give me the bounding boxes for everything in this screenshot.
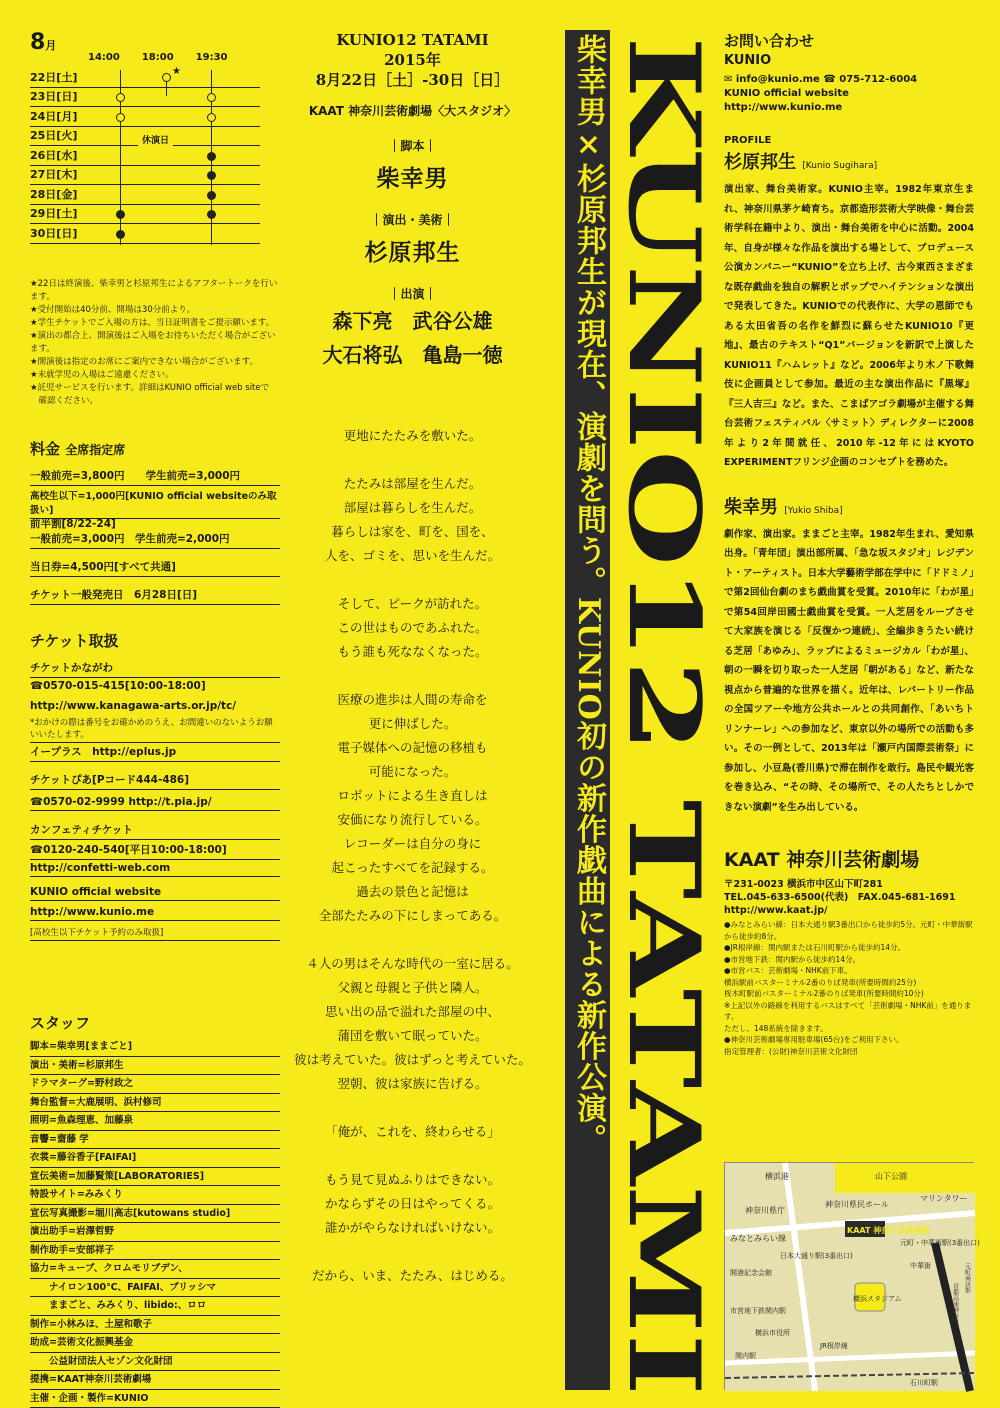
cast-list [285, 304, 540, 372]
kaat-link[interactable]: http://www.kaat.jp/ [724, 904, 974, 917]
ticket-url[interactable]: http://www.kanagawa-arts.or.jp/tc/ [30, 700, 280, 712]
access-info [724, 919, 974, 1057]
staff-line: ドラマターグ=野村政之 [30, 1075, 280, 1094]
schedule-month [30, 30, 56, 55]
event-venue: KAAT 神奈川芸術劇場〈大スタジオ〉 [285, 102, 540, 119]
price-line: 一般前売=3,000円 学生前売=2,000円 [30, 531, 280, 549]
access-line: ただし、148系統を除きます。 [724, 1023, 974, 1035]
note-line: ★開演後は指定のお席にご案内できない場合がございます。 [30, 356, 280, 369]
ticket-phone: ☎0570-015-415[10:00-18:00] [30, 680, 280, 692]
poem-line: かならずその日はやってくる。 [285, 1192, 540, 1216]
poem-line: 起こったすべてを記録する。 [285, 856, 540, 880]
schedule-notes [30, 278, 280, 408]
ticket-note: [高校生以下チケット予約のみ取扱] [30, 926, 280, 941]
price-subtitle: 全席指定席 [65, 443, 125, 457]
poem-line: もう見て見ぬふりはできない。 [285, 1168, 540, 1192]
poem-line: もう誰も死ななくなった。 [285, 640, 540, 664]
profile-name: 柴幸男 [724, 497, 778, 518]
access-line: ※上記以外の路線を利用するバスはすべて「芸術劇場・NHK前」を通ります。 [724, 1000, 974, 1023]
map-label: 首都高速神奈川線 [952, 1282, 959, 1332]
map-label: 横浜港 [765, 1171, 789, 1181]
map-graphic [725, 1163, 975, 1391]
poem-line: そして、ピークが訪れた。 [285, 592, 540, 616]
profile-bio: 演出家、舞台美術家。KUNIO主宰。1982年東京生まれ、神奈川県茅ケ崎育ち。京都造形芸術大学映像・舞台芸術学科在籍中より、演出・舞台美術を中心に活動。2004年、自身が様々な作品を演出する場として、プロデュース公演カンパニー“KUNIO”を立ち上げ、古今東西さまざまな既存戯曲を独自の解釈とポップでハイテンションな演出で発表してきた。KUNIOでの代表作に、大学の恩師でもある太田省吾の名作を鮮烈に蘇らせたKUNIO10『更地』、最古のテキスト“Q1”バージョンを新訳で上演したKUNIO11『ハムレット』など。2006年より木ノ下歌舞伎に企画員として参加。最近の主な演出作品に『黒塚』『三人吉三』など。また、こまばアゴラ劇場が主催する舞台芸術フェスティバル〈サミット〉ディレクターに2008年より2年間就任、2010年-12年にはKYOTO EXPERIMENTフリンジ企画のコンセプトを務めた。 [724, 180, 974, 473]
poem-line: 翌朝、彼は家族に告げる。 [285, 1072, 540, 1096]
performance-dot [207, 191, 216, 200]
schedule-times [88, 52, 228, 63]
access-line: 横浜駅前バスターミナル2番のりば発車(所要時間約25分) [724, 977, 974, 989]
map-label: 神奈川県庁 [745, 1205, 785, 1215]
profile-romaji: [Kunio Sugihara] [802, 161, 877, 171]
price-title [30, 438, 125, 459]
performance-dot [116, 210, 125, 219]
contact-title: お問い合わせ [724, 30, 974, 51]
ticket-vendor: チケットかながわ [30, 660, 280, 678]
poem-line: たたみは部屋を生んだ。 [285, 472, 540, 496]
tickets-title: チケット取扱 [30, 630, 119, 651]
map-label: マリンタワー [920, 1194, 968, 1203]
poem-line: 思い出の品で溢れた部屋の中、 [285, 1000, 540, 1024]
poem-stanza [285, 1120, 540, 1144]
poem-stanza [285, 688, 540, 928]
poem-line: 可能になった。 [285, 760, 540, 784]
staff-line: 舞台監督=大鹿展明、浜村修司 [30, 1094, 280, 1113]
schedule-table [30, 68, 260, 244]
access-line: ●JR根岸線：関内駅または石川町駅から徒歩約14分。 [724, 942, 974, 954]
profile-bio: 劇作家、演出家。ままごと主宰。1982年生まれ、愛知県出身。「青年団」演出部所属、「急な坂スタジオ」レジデント・アーティスト。日本大学藝術学部在学中に「ドドミノ」で第2回仙台劇のまち戯曲賞を受賞。2010年に「わが星」で第54回岸田國士戯曲賞を受賞。一人芝居をループさせて大家族を演じる「反復かつ連続」、全編歩きうたい続ける芝居「あゆみ」、ラップによるミュージカル「わが星」、朝の一瞬を切り取った一人芝居「朝がある」など、新たな視点から普遍的な世界を描く。近年は、レパートリー作品の全国ツアーや地方公共ホールとの共同創作、「あいちトリンナーレ」への参加など、東京以外の場所での活動も多い。その一例として、2013年は「瀬戸内国際芸術祭」に参加し、小豆島(香川県)で滞在制作を敢行。島民や観光客を巻き込み、“その時、その場所で、その人たちとしかできない演劇”を生み出している。 [724, 525, 974, 818]
big-title-graphic [612, 28, 712, 1398]
price-line: 当日券=4,500円[すべて共通] [30, 559, 280, 577]
poem-line: 電子媒体への記憶の移植も [285, 736, 540, 760]
performance-dot [207, 113, 216, 122]
ticket-note: *おかけの際は番号をお確かめのうえ、お間違いのないようお願いいたします。 [30, 716, 280, 743]
map-label: 元町・中華街駅(3番出口) [900, 1238, 980, 1247]
performance-dot [116, 93, 125, 102]
poem-stanza [285, 472, 540, 568]
schedule-date: 27日[木] [30, 166, 77, 182]
price-line: チケット一般発売日 6月28日[日] [30, 587, 280, 605]
schedule-date: 28日[金] [30, 186, 77, 202]
poem-stanza [285, 1264, 540, 1288]
access-line: 桜木町駅前バスターミナル2番のりば発車(所要時間約10分) [724, 988, 974, 1000]
performance-dot [162, 73, 171, 82]
poem-stanza [285, 952, 540, 1096]
price-line: 一般前売=3,800円 学生前売=3,000円 [30, 468, 280, 486]
website-label: KUNIO official website [724, 88, 974, 99]
profile-name: 杉原邦生 [724, 152, 796, 173]
ticket-vendor: チケットぴあ[Pコード444-486] [30, 772, 280, 790]
schedule-date: 26日[水] [30, 147, 77, 163]
map-label: 神奈川県民ホール [825, 1199, 889, 1209]
poem-line: 安価になり流行している。 [285, 808, 540, 832]
ticket-url[interactable]: http://www.kunio.me [30, 906, 280, 921]
performance-dot [207, 152, 216, 161]
staff-line: 助成=芸術文化振興基金 [30, 1334, 280, 1353]
ticket-vendor: KUNIO official website [30, 886, 280, 901]
note-line: ★未就学児の入場はご遠慮ください。 [30, 369, 280, 382]
staff-line: 演出助手=岩澤哲野 [30, 1223, 280, 1242]
staff-line: 演出・美術=杉原邦生 [30, 1057, 280, 1076]
contact-line: ✉ info@kunio.me ☎ 075-712-6004 [724, 74, 974, 85]
poem-line: 蒲団を敷いて眠っていた。 [285, 1024, 540, 1048]
poem-stanza [285, 1168, 540, 1240]
schedule-date: 22日[土] [30, 69, 77, 85]
poem-stanza [285, 592, 540, 664]
kaat-title: KAAT 神奈川芸術劇場 [724, 845, 974, 872]
website-link[interactable]: http://www.kunio.me [724, 102, 974, 113]
access-map [724, 1162, 974, 1390]
poem-line: 彼は考えていた。彼はずっと考えていた。 [285, 1048, 540, 1072]
profile-label: PROFILE [724, 135, 974, 146]
schedule-row [30, 88, 260, 108]
staff-line: 脚本=柴幸男[ままごと] [30, 1038, 280, 1057]
performance-dot [207, 93, 216, 102]
ticket-vendor: イープラス http://eplus.jp [30, 744, 280, 762]
performance-dot [116, 113, 125, 122]
poem-line: 「俺が、これを、終わらせる」 [285, 1120, 540, 1144]
poem-line: 過去の景色と記憶は [285, 880, 540, 904]
poem-line: レコーダーは自分の身に [285, 832, 540, 856]
price-line: 前半割[8/22-24] [30, 516, 280, 531]
access-line: ●神奈川芸術劇場専用駐車場(65台)をご利用下さい。 [724, 1034, 974, 1046]
direction-name: 杉原邦生 [285, 234, 540, 267]
map-label: 元町商店街 [964, 1263, 971, 1294]
closed-day-label: 休演日 [138, 133, 173, 146]
note-line: ★学生チケットでご入場の方は、当日証明書をご提示願います。 [30, 317, 280, 330]
schedule-row [30, 166, 260, 186]
poem-line: 暮らしは家を、町を、国を、 [285, 520, 540, 544]
access-line: ●市営地下鉄：関内駅から徒歩約14分。 [724, 954, 974, 966]
poem-line: だから、いま、たたみ、はじめる。 [285, 1264, 540, 1288]
performance-dot [207, 210, 216, 219]
left-column [30, 30, 290, 1380]
time-1800: 18:00 [142, 52, 174, 63]
poem-line: ロボットによる生き直しは [285, 784, 540, 808]
schedule-row [30, 68, 260, 88]
event-dates: 8月22日［土］-30日［日］ [285, 70, 540, 90]
cast-label: ｜出演｜ [285, 285, 540, 302]
access-line: ●みなとみらい線：日本大通り駅3番出口から徒歩約5分。元町・中華街駅から徒歩約8分。 [724, 919, 974, 942]
cast-line: 大石将弘 亀島一徳 [285, 338, 540, 372]
map-label: 横浜市役所 [755, 1328, 790, 1337]
cast-line: 森下亮 武谷公雄 [285, 304, 540, 338]
note-line: ★演出の都合上、開演後はご入場をお待ちいただく場合がございます。 [30, 330, 280, 356]
access-line: ●市営バス：芸術劇場・NHK前下車。 [724, 965, 974, 977]
price-title-text: 料金 [30, 440, 60, 458]
staff-line: 主催・企画・製作=KUNIO [30, 1390, 280, 1408]
ticket-vendor: カンフェティチケット [30, 822, 280, 840]
schedule-row [30, 205, 260, 225]
schedule-date: 23日[日] [30, 88, 77, 104]
poem-line: 人を、ゴミを、思いを生んだ。 [285, 544, 540, 568]
script-name: 柴幸男 [285, 160, 540, 193]
poem-line: 部屋は暮らしを生んだ。 [285, 496, 540, 520]
staff-list [30, 1038, 280, 1408]
note-line: ★受付開始は40分前、開場は30分前より。 [30, 304, 280, 317]
staff-line: 宣伝美術=加藤賢策[LABORATORIES] [30, 1168, 280, 1187]
schedule-row [30, 146, 260, 166]
poem [285, 424, 540, 1288]
tagline-text: 柴幸男×杉原邦生が現在、演劇を問う。KUNIO初の新作戯曲による新作公演。 [566, 34, 610, 1155]
note-line: ★22日は終演後、柴幸男と杉原邦生によるアフタートークを行います。 [30, 278, 280, 304]
staff-title: スタッフ [30, 1012, 90, 1033]
ticket-phone: ☎0120-240-540[平日10:00-18:00] [30, 842, 280, 860]
staff-line: 制作助手=安部祥子 [30, 1242, 280, 1261]
map-label: 石川町駅 [910, 1378, 938, 1387]
poem-line: 更に伸ばした。 [285, 712, 540, 736]
big-title-text: KUNIO12 TATAMI [606, 36, 721, 1396]
event-year: 2015年 [285, 50, 540, 70]
ticket-phone: ☎0570-02-9999 http://t.pia.jp/ [30, 796, 280, 811]
map-label: JR根岸線 [819, 1341, 848, 1350]
map-label: 日本大通り駅(3番出口) [780, 1251, 853, 1260]
event-title: KUNIO12 TATAMI [285, 30, 540, 50]
staff-line: ナイロン100℃、FAIFAI、ブリッシマ [30, 1279, 280, 1298]
staff-line: 照明=魚森理恵、加藤泉 [30, 1112, 280, 1131]
poem-line: 医療の進歩は人間の寿命を [285, 688, 540, 712]
map-label: みなとみらい線 [730, 1233, 786, 1243]
map-label: 横浜スタジアム [853, 1294, 902, 1303]
performance-dot [116, 230, 125, 239]
staff-line: 提携=KAAT神奈川芸術劇場 [30, 1371, 280, 1390]
script-label: ｜脚本｜ [285, 137, 540, 154]
poem-stanza [285, 424, 540, 448]
staff-line: ままごと、みみくり、libido:、ロロ [30, 1297, 280, 1316]
poem-line: この世はものであふれた。 [285, 616, 540, 640]
map-label: KAAT 神奈川芸術劇場 [847, 1225, 929, 1235]
map-label: 山下公園 [875, 1171, 907, 1181]
poem-line: 誰かがやらなければいけない。 [285, 1216, 540, 1240]
middle-column [285, 30, 540, 1312]
month-unit: 月 [45, 39, 56, 52]
schedule-date: 24日[月] [30, 108, 77, 124]
staff-line: 公益財団法人セゾン文化財団 [30, 1353, 280, 1372]
map-label: 中華街 [910, 1261, 931, 1270]
schedule-row [30, 185, 260, 205]
right-column [724, 30, 974, 1057]
direction-label: ｜演出・美術｜ [285, 211, 540, 228]
note-line: 確認ください。 [30, 395, 280, 408]
staff-line: 制作=小林みほ、土屋和歌子 [30, 1316, 280, 1335]
contact-org: KUNIO [724, 53, 974, 68]
poem-line: 全部たたみの下にしまってある。 [285, 904, 540, 928]
star-icon: ★ [172, 66, 181, 77]
schedule-date: 30日[日] [30, 225, 77, 241]
schedule-date: 25日[火] [30, 127, 77, 143]
staff-line: 衣裳=藤谷香子[FAIFAI] [30, 1149, 280, 1168]
price-line: 高校生以下=1,000円[KUNIO official websiteのみ取扱い] [30, 488, 280, 519]
map-label: 関内駅 [735, 1351, 756, 1360]
note-line: ★託児サービスを行います。詳細はKUNIO official web siteで [30, 382, 280, 395]
access-line: 指定管理者：(公財)神奈川芸術文化財団 [724, 1046, 974, 1058]
poem-line: 更地にたたみを敷いた。 [285, 424, 540, 448]
address-line: 〒231-0023 横浜市中区山下町281 [724, 878, 974, 891]
profile-romaji: [Yukio Shiba] [784, 506, 842, 516]
staff-line: 協力=キューブ、クロムモリブデン、 [30, 1260, 280, 1279]
performance-dot [207, 171, 216, 180]
poem-line: 父親と母親と子供と隣人。 [285, 976, 540, 1000]
schedule-row [30, 107, 260, 127]
month-number: 8 [30, 30, 45, 55]
schedule-date: 29日[土] [30, 205, 77, 221]
phone-line: TEL.045-633-6500(代表) FAX.045-681-1691 [724, 891, 974, 904]
staff-line: 宣伝写真撮影=堀川高志[kutowans studio] [30, 1205, 280, 1224]
poem-line: ４人の男はそんな時代の一室に居る。 [285, 952, 540, 976]
map-label: 市営地下鉄関内駅 [730, 1306, 786, 1315]
staff-line: 特設サイト=みみくり [30, 1186, 280, 1205]
staff-line: 音響=齋藤 学 [30, 1131, 280, 1150]
time-1930: 19:30 [196, 52, 228, 63]
time-1400: 14:00 [88, 52, 120, 63]
ticket-url[interactable]: http://confetti-web.com [30, 862, 280, 877]
schedule-row [30, 224, 260, 244]
map-label: 開港記念会館 [730, 1268, 772, 1277]
